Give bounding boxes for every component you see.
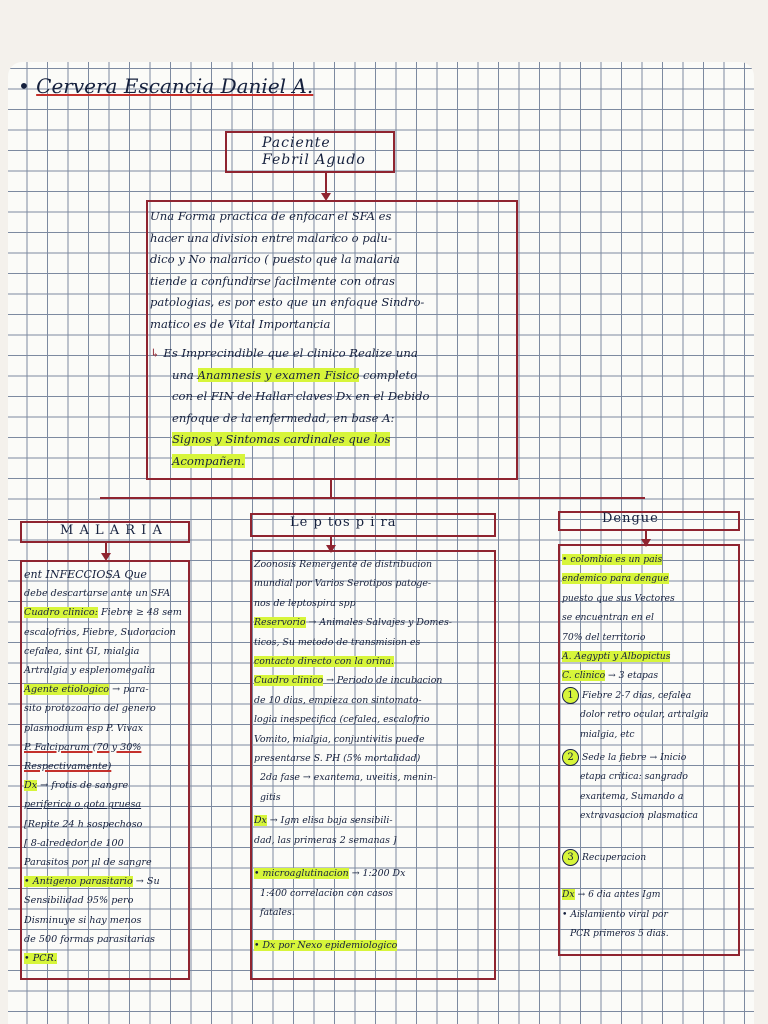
arrow-dengue [645, 531, 647, 541]
dengue-line: • Aislamiento viral por [562, 908, 668, 920]
intro-p2-line: Es Imprecindible que el clinico Realize una [163, 346, 418, 360]
malaria-line: Sensibilidad 95% pero [24, 895, 134, 907]
dengue-line: → 6 dia antes Igm [574, 889, 661, 901]
dengue-line: se encuentran en el [562, 612, 654, 624]
dengue-line: exantema, Sumando a [580, 790, 684, 802]
dengue-line: Fiebre 2-7 dias, cefalea [582, 689, 692, 701]
dengue-line: extravasacion plasmatica [580, 810, 698, 822]
dengue-line: Recuperacion [582, 851, 647, 863]
malaria-text [24, 565, 182, 968]
lepto-line: ticos, Su metodo de transmision es [254, 636, 421, 648]
arrow-malaria [105, 543, 107, 555]
malaria-line: periferica o gota gruesa [24, 799, 142, 811]
lepto-title: Le p tos p i ra [290, 515, 397, 530]
lepto-line: → Animales Salvajes y Domes- [305, 617, 452, 629]
dengue-line: dolor retro ocular, artralgia [580, 709, 709, 721]
dengue-line: PCR primeros 5 dias. [570, 927, 669, 939]
malaria-line: P. Falciparum (70 y 30% [24, 741, 142, 753]
lepto-line: dad, las primeras 2 semanas ] [254, 834, 397, 846]
patient-box-text [262, 135, 366, 169]
highlight-dx-lepto: Dx [254, 815, 267, 827]
branch-line [330, 480, 332, 498]
malaria-line: Parasitos por μl de sangre [24, 857, 152, 869]
malaria-line: Disminuye si hay menos [24, 914, 142, 926]
malaria-line: escalofrios, Fiebre, Sudoracion [24, 626, 176, 638]
patient-line2: Febril Agudo [262, 152, 366, 169]
dengue-text [562, 550, 708, 943]
malaria-line: plasmodium esp P. Vivax [24, 722, 144, 734]
intro-p2-line: enfoque de la enfermedad, en base A: [172, 410, 395, 425]
lepto-line: logia inespecifica (cefalea, escalofrio [254, 714, 430, 726]
intro-line: Una Forma practica de enfocar el SFA es [150, 209, 392, 223]
lepto-line: → 1:200 Dx [348, 868, 406, 880]
intro-text [150, 206, 430, 472]
author-name [18, 74, 313, 98]
highlight-antigeno: • Antigeno parasitario [24, 876, 133, 888]
highlight-microaglutinacion: • microaglutinacion [254, 868, 349, 880]
dengue-line: puesto que sus Vectores [562, 592, 675, 604]
lepto-line: presentarse S. PH (5% mortalidad) [254, 753, 421, 765]
malaria-line: Fiebre ≥ 48 sem [97, 607, 182, 619]
highlight-endemico: endemico para dengue [562, 573, 669, 585]
highlight-cuadro: Cuadro clinico: [24, 607, 98, 619]
highlight-nexo: • Dx por Nexo epidemiologico [254, 940, 398, 952]
lepto-line: 2da fase → exantema, uveitis, menin- [260, 772, 437, 784]
highlight-dx-dengue: Dx [562, 889, 575, 901]
malaria-line: cefalea, sint GI, mialgia [24, 645, 140, 657]
intro-p2-text: completo [359, 367, 418, 382]
malaria-line: Artralgia y esplenomegalia [24, 665, 156, 677]
lepto-line: gitis [260, 791, 281, 803]
intro-p2-line: con el FIN de Hallar claves Dx en el Debido [172, 389, 430, 403]
lepto-line: Vomito, mialgia, conjuntivitis puede [254, 733, 425, 745]
intro-p2-text: una [172, 367, 198, 382]
malaria-line: → frotis de sangre [37, 780, 129, 792]
dengue-line: → 3 etapas [605, 670, 659, 682]
lepto-line: → Periodo de incubacion [323, 675, 443, 687]
arrow-bend-icon: ↳ [150, 346, 160, 360]
intro-line: dico y No malarico ( puesto que la malaria [150, 252, 400, 266]
bullet: • [18, 74, 30, 98]
malaria-line: sito protozoario del genero [24, 703, 156, 715]
malaria-line: [ 8-alrededor de 100 [24, 837, 124, 849]
step-number: 1 [562, 687, 579, 704]
lepto-line: fatales. [260, 906, 295, 918]
dengue-line: etapa critica: sangrado [580, 771, 688, 783]
step-number: 3 [562, 849, 579, 866]
lepto-text [254, 555, 452, 956]
highlight-aegypti: A. Aegypti y Albopictus [562, 651, 671, 663]
author-name-text: Cervera Escancia Daniel A. [36, 74, 314, 98]
arrow-top [325, 173, 327, 195]
malaria-line: de 500 formas parasitarias [24, 933, 155, 945]
highlight-reservorio: Reservorio [254, 617, 306, 629]
malaria-line: → Su [132, 876, 160, 888]
highlight-cuadro-lepto: Cuadro clinico [254, 675, 324, 687]
branch-line [100, 497, 645, 499]
malaria-line: [Repite 24 h sospechoso [24, 818, 143, 830]
patient-line1: Paciente [262, 135, 331, 151]
highlight-agente: Agente etiologico [24, 684, 110, 696]
malaria-line: Respectivamente) [24, 761, 112, 773]
dengue-line: Sede la fiebre → Inicio [582, 752, 687, 764]
lepto-line: Zoonosis Remergente de distribucion [254, 559, 433, 570]
intro-line: patologias, es por esto que un enfoque Sindro- [150, 295, 425, 309]
intro-line: hacer una division entre malarico o palu- [150, 230, 392, 245]
intro-line: tiende a confundirse facilmente con otras [150, 273, 395, 288]
highlight-contacto: contacto directo con la orina. [254, 656, 394, 668]
dengue-title: Dengue [602, 511, 659, 526]
lepto-line: nos de leptospira spp [254, 597, 356, 609]
lepto-line: de 10 dias, empieza con sintomato- [254, 694, 422, 706]
highlight-anamnesis: Anamnesis y examen Fisico [197, 367, 360, 382]
lepto-line: mundial por Varios Serotipos patoge- [254, 578, 432, 590]
highlight-acompanen: Acompañen. [172, 453, 245, 468]
step-number: 2 [562, 749, 579, 766]
highlight-pcr: • PCR. [24, 953, 57, 965]
dengue-line: mialgia, etc [580, 728, 635, 740]
malaria-title: M A L A R I A [60, 523, 163, 538]
malaria-line: → para- [109, 684, 149, 696]
arrow-lepto [330, 537, 332, 547]
highlight-colombia: • colombia es un pais [562, 554, 663, 565]
dengue-line: 70% del territorio [562, 631, 646, 643]
malaria-line: ent INFECCIOSA Que [24, 568, 147, 581]
highlight-signos: Signos y Sintomas cardinales que los [172, 432, 391, 446]
lepto-line: 1:400 correlacion con casos [260, 887, 393, 899]
malaria-line: debe descartarse ante un SFA [24, 588, 171, 600]
highlight-dx: Dx [24, 780, 38, 792]
lepto-line: → Igm elisa baja sensibili- [266, 815, 393, 827]
intro-line: matico es de Vital Importancia [150, 316, 331, 331]
highlight-cclinico: C. clinico [562, 670, 606, 682]
